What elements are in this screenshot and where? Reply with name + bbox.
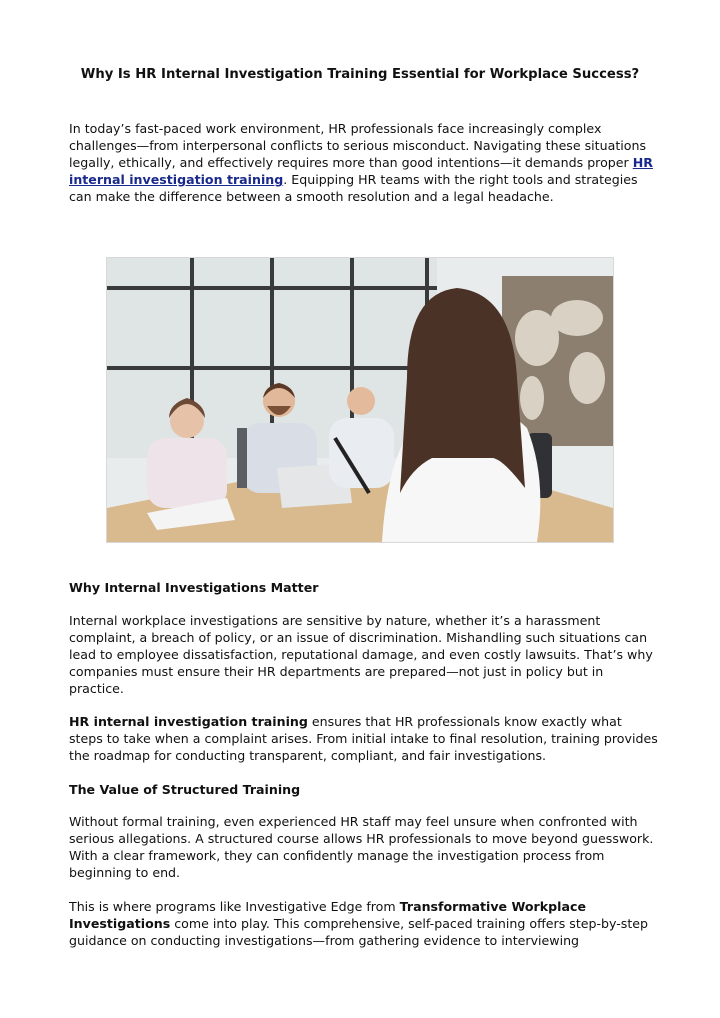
section1-paragraph-1: Internal workplace investigations are sensitive by nature, whether it’s a harassment complaint, a breach of policy, or an issue of discrimination. Mishandling such situations can lead to employee dissatisfaction, reputational damage, and even costly lawsuits. That’s why companies must ensure their HR departments are prepared—not just in policy but in practice. <box>69 613 653 696</box>
section2-paragraph-2 <box>69 898 659 949</box>
section2-paragraph-2-end: come into play. This comprehensive, self-paced training offers step-by-step guidance on conducting investigations—from gathering evidence to interviewing <box>69 916 649 948</box>
meeting-photo <box>106 257 614 543</box>
page-title: Why Is HR Internal Investigation Training Essential for Workplace Success? <box>80 67 640 82</box>
hr-training-link[interactable]: HR internal investigation training <box>69 155 653 187</box>
intro-text-end: . Equipping HR teams with the right tools and strategies can make the difference between a smooth resolution and a legal headache. <box>69 172 638 204</box>
section2-bold-org: Transformative Workplace Investigations <box>69 899 586 931</box>
intro-text-start: In today’s fast-paced work environment, HR professionals face increasingly complex challenges—from interpersonal conflicts to serious misconduct. Navigating these situations legally, ethically, and effectively requires more than good intentions—it demands proper <box>69 121 647 170</box>
section1-bold-term: HR internal investigation training <box>69 714 308 729</box>
section-heading-structured-training: The Value of Structured Training <box>69 782 301 797</box>
section1-paragraph-2 <box>69 713 659 764</box>
section2-paragraph-2-start: This is where programs like Investigative Edge from <box>69 899 400 914</box>
section2-paragraph-1: Without formal training, even experienced HR staff may feel unsure when confronted with serious allegations. A structured course allows HR professionals to move beyond guesswork. With a clear framework, they can confidently manage the investigation process from beginning to end. <box>69 814 654 880</box>
intro-paragraph <box>69 120 659 205</box>
section-heading-why-matter: Why Internal Investigations Matter <box>69 580 319 595</box>
section1-paragraph-2-text: ensures that HR professionals know exactly what steps to take when a complaint arises. From initial intake to final resolution, training provides the roadmap for conducting transparent, compliant, and fair investigations. <box>69 714 658 763</box>
